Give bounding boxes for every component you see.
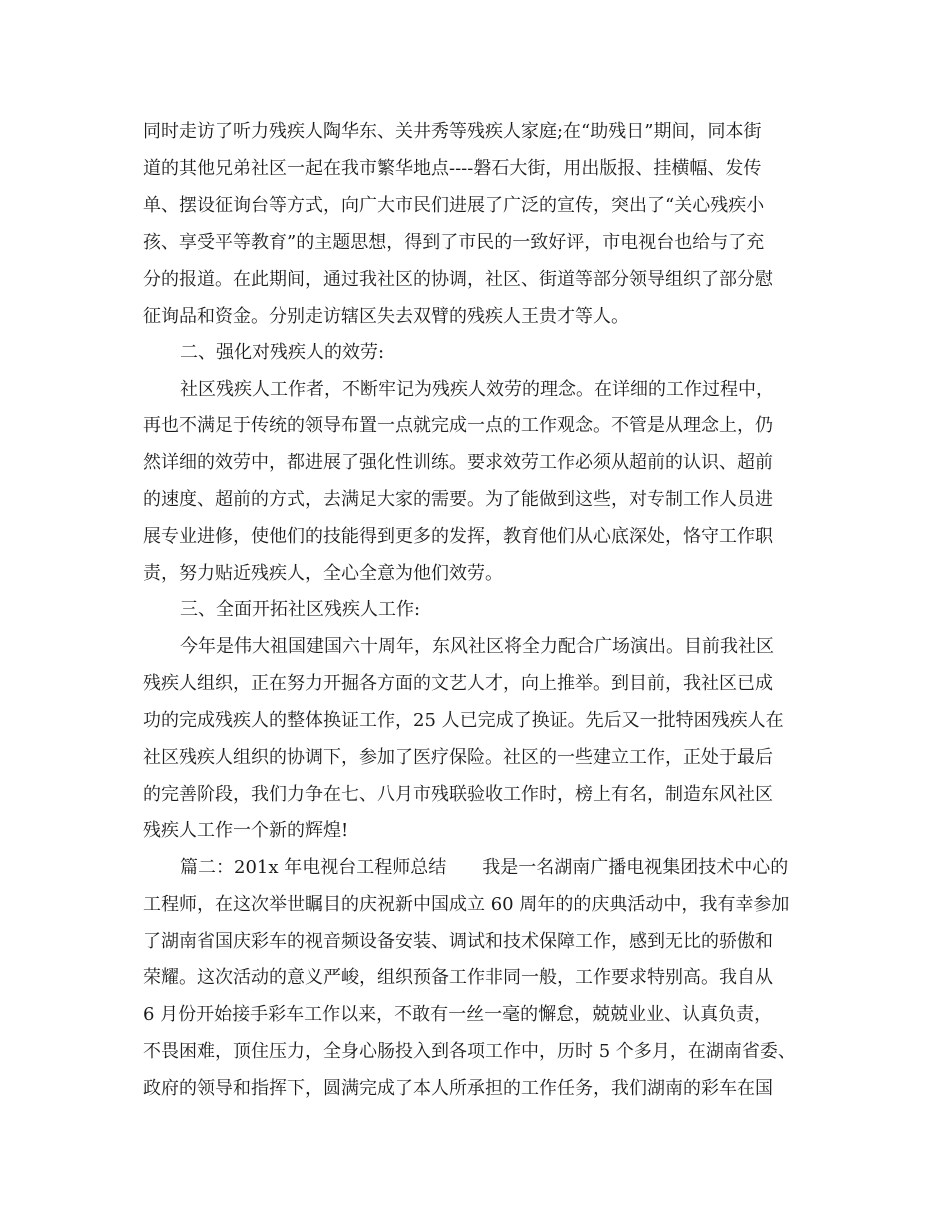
text-line: 不畏困难，顶住压力，全身心肠投入到各项工作中，历时 5 个多月，在湖南省委、 (143, 1041, 796, 1062)
text-line: 的完善阶段，我们力争在七、八月市残联验收工作时，榜上有名，制造东风社区 (143, 784, 773, 805)
text-line: 残疾人组织，正在努力开掘各方面的文艺人才，向上推举。到目前，我社区已成 (143, 673, 773, 694)
text-line: 征询品和资金。分别走访辖区失去双臂的残疾人王贵才等人。 (143, 306, 629, 327)
text-line: 社区残疾人组织的协调下，参加了医疗保险。社区的一些建立工作，正处于最后 (143, 747, 773, 768)
text-line: 道的其他兄弟社区一起在我市繁华地点----磐石大街，用出版报、挂横幅、发传 (143, 158, 762, 179)
text-line: 了湖南省国庆彩车的视音频设备安装、调试和技术保障工作，感到无比的骄傲和 (143, 931, 773, 952)
text-line: 残疾人工作一个新的辉煌! (143, 820, 349, 841)
text-line: 分的报道。在此期间，通过我社区的协调，社区、街道等部分领导组织了部分慰 (143, 269, 773, 290)
text-line: 的速度、超前的方式，去满足大家的需要。为了能做到这些，对专制工作人员进 (143, 489, 773, 510)
text-line: 篇二：201x 年电视台工程师总结 我是一名湖南广播电视集团技术中心的 (180, 857, 789, 878)
text-line: 今年是伟大祖国建国六十周年，东风社区将全力配合广场演出。目前我社区 (180, 636, 774, 657)
text-line: 社区残疾人工作者，不断牢记为残疾人效劳的理念。在详细的工作过程中， (180, 379, 774, 400)
section-heading: 三、全面开拓社区残疾人工作: (180, 599, 421, 620)
text-line: 孩、享受平等教育”的主题思想，得到了市民的一致好评，市电视台也给与了充 (143, 232, 765, 253)
text-line: 然详细的效劳中，都进展了强化性训练。要求效劳工作必须从超前的认识、超前 (143, 452, 773, 473)
text-line: 责，努力贴近残疾人，全心全意为他们效劳。 (143, 563, 503, 584)
text-line: 6 月份开始接手彩车工作以来，不敢有一丝一毫的懈怠，兢兢业业、认真负责， (143, 1004, 773, 1025)
section-heading: 二、强化对残疾人的效劳: (180, 342, 385, 363)
text-line: 单、摆设征询台等方式，向广大市民们进展了广泛的宣传，突出了“关心残疾小 (143, 195, 765, 216)
text-line: 同时走访了听力残疾人陶华东、关井秀等残疾人家庭;在“助残日”期间，同本街 (143, 121, 762, 142)
text-line: 功的完成残疾人的整体换证工作，25 人已完成了换证。先后又一批特困残疾人在 (143, 710, 784, 731)
text-line: 再也不满足于传统的领导布置一点就完成一点的工作观念。不管是从理念上，仍 (143, 415, 773, 436)
text-line: 工程师，在这次举世瞩目的庆祝新中国成立 60 周年的的庆典活动中，我有幸参加 (143, 894, 790, 915)
text-line: 政府的领导和指挥下，圆满完成了本人所承担的工作任务，我们湖南的彩车在国 (143, 1078, 773, 1099)
text-line: 展专业进修，使他们的技能得到更多的发挥，教育他们从心底深处，恪守工作职 (143, 526, 773, 547)
text-line: 荣耀。这次活动的意义严峻，组织预备工作非同一般，工作要求特别高。我自从 (143, 967, 773, 988)
